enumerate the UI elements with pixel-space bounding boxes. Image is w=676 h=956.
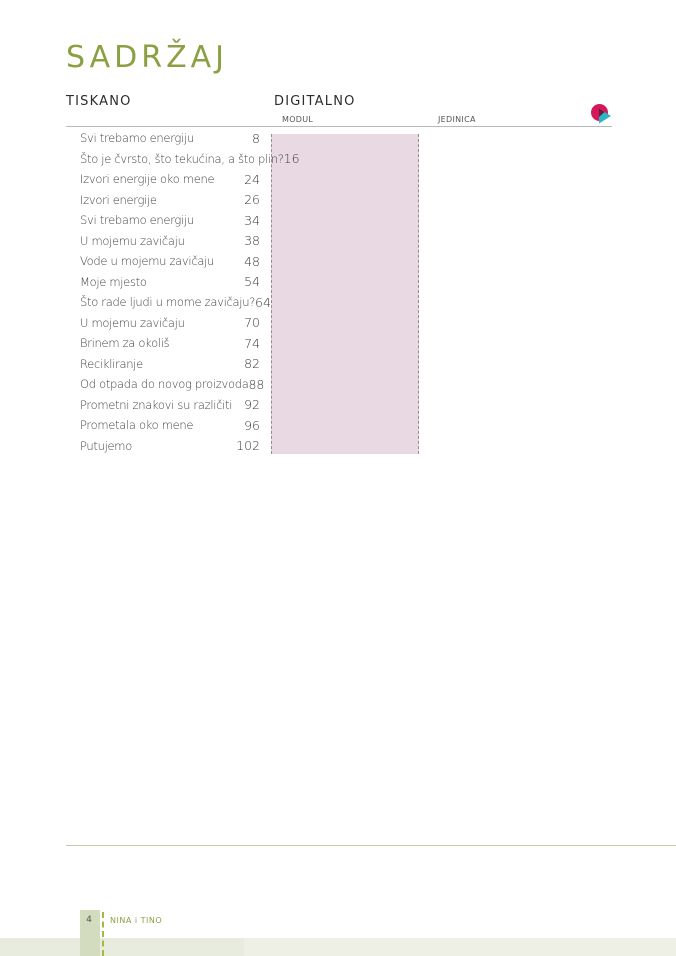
table-of-contents [80, 128, 300, 456]
toc-page: 96 [244, 417, 260, 433]
toc-row[interactable] [80, 292, 271, 313]
toc-label: Putujemo [80, 438, 132, 453]
digital-play-logo-icon [590, 103, 612, 125]
section-digital-heading: DIGITALNO [274, 94, 356, 109]
toc-row[interactable] [80, 169, 260, 190]
toc-label: Izvori energije oko mene [80, 172, 215, 187]
module-column-area [271, 134, 419, 454]
toc-row[interactable] [80, 149, 300, 170]
toc-label: Recikliranje [80, 356, 143, 371]
header-divider [66, 126, 612, 127]
toc-page: 8 [252, 130, 260, 146]
toc-row[interactable] [80, 128, 260, 149]
toc-page: 70 [244, 315, 260, 331]
toc-row[interactable] [80, 210, 260, 231]
toc-page: 102 [236, 438, 260, 454]
toc-page: 26 [244, 192, 260, 208]
toc-label: Prometni znakovi su različiti [80, 397, 233, 412]
toc-label: Vode u mojemu zavičaju [80, 254, 214, 269]
footer-band-right [244, 938, 676, 956]
toc-page: 74 [244, 335, 260, 351]
toc-page: 92 [244, 397, 260, 413]
toc-page: 16 [283, 151, 300, 167]
toc-row[interactable] [80, 313, 260, 334]
toc-page: 48 [244, 253, 260, 269]
toc-label: U mojemu zavičaju [80, 233, 185, 248]
book-title: NINA i TINO [110, 916, 163, 925]
toc-label: Svi trebamo energiju [80, 213, 194, 228]
toc-page: 38 [244, 233, 260, 249]
toc-row[interactable] [80, 374, 265, 395]
footer-dashed-rule [102, 912, 104, 956]
toc-page: 64 [255, 294, 271, 310]
footer-divider [66, 845, 676, 846]
toc-label: Prometala oko mene [80, 418, 194, 433]
toc-label: Izvori energije [80, 192, 157, 207]
toc-page: 54 [244, 274, 260, 290]
toc-row[interactable] [80, 272, 260, 293]
column-module-label: MODUL [282, 115, 314, 124]
section-printed-heading: TISKANO [66, 94, 132, 109]
toc-page: 88 [248, 376, 265, 392]
toc-page: 34 [244, 212, 260, 228]
toc-row[interactable] [80, 251, 260, 272]
page-number: 4 [86, 915, 92, 925]
toc-label: Što je čvrsto, što tekućina, a što plin? [80, 151, 284, 166]
toc-label: Od otpada do novog proizvoda [80, 377, 249, 392]
toc-row[interactable] [80, 190, 260, 211]
toc-label: Moje mjesto [80, 274, 147, 289]
toc-label: Brinem za okoliš [80, 336, 170, 351]
toc-label: U mojemu zavičaju [80, 315, 185, 330]
toc-label: Što rade ljudi u mome zavičaju? [80, 295, 255, 310]
page-title: SADRŽAJ [66, 40, 228, 75]
toc-page: 24 [244, 171, 260, 187]
toc-row[interactable] [80, 354, 260, 375]
toc-row[interactable] [80, 231, 260, 252]
toc-row[interactable] [80, 333, 260, 354]
toc-page: 82 [244, 356, 260, 372]
toc-row[interactable] [80, 395, 260, 416]
toc-label: Svi trebamo energiju [80, 131, 194, 146]
toc-row[interactable] [80, 415, 260, 436]
column-unit-label: JEDINICA [438, 115, 476, 124]
toc-row[interactable] [80, 436, 260, 457]
